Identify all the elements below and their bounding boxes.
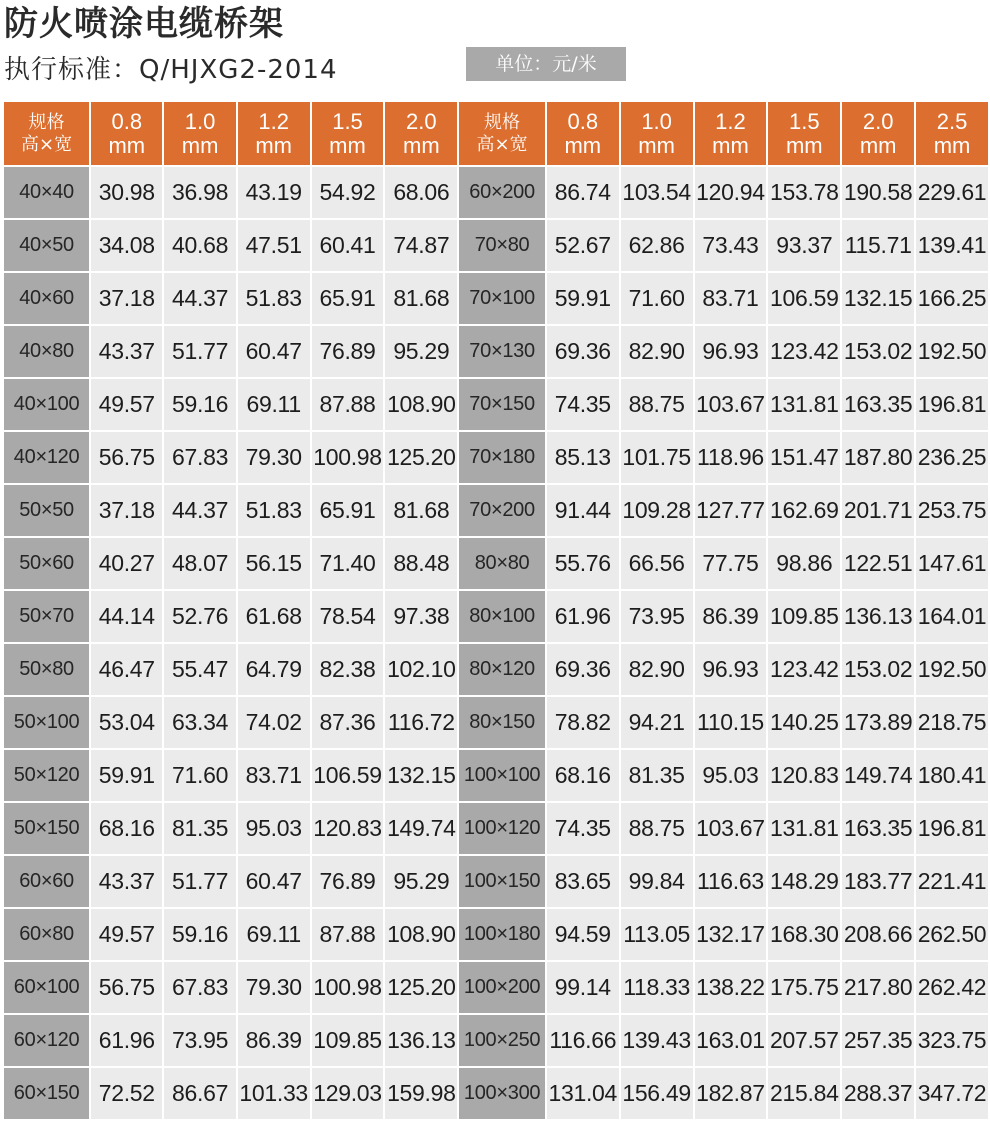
price-cell: 187.80 xyxy=(842,432,914,483)
table-row xyxy=(4,644,988,695)
price-cell: 236.25 xyxy=(916,432,988,483)
spec-header-line: 规格 xyxy=(28,111,65,133)
price-cell: 153.78 xyxy=(768,167,840,218)
price-cell: 173.89 xyxy=(842,697,914,748)
price-cell: 95.03 xyxy=(695,750,767,801)
price-cell: 71.40 xyxy=(312,538,384,589)
price-cell: 201.71 xyxy=(842,485,914,536)
header-row xyxy=(4,102,988,165)
price-cell: 91.44 xyxy=(547,485,619,536)
price-cell: 131.81 xyxy=(768,803,840,854)
price-cell: 347.72 xyxy=(916,1068,988,1119)
price-cell: 43.19 xyxy=(238,167,310,218)
price-cell: 69.11 xyxy=(238,379,310,430)
price-cell: 99.14 xyxy=(547,962,619,1013)
spec-cell: 60×100 xyxy=(4,962,89,1013)
spec-cell: 60×60 xyxy=(4,856,89,907)
thickness-unit: mm xyxy=(638,132,675,158)
spec-cell: 70×180 xyxy=(459,432,545,483)
spec-header-line: 高×宽 xyxy=(476,133,528,155)
thickness-value: 0.8 xyxy=(567,108,599,134)
price-cell: 94.59 xyxy=(547,909,619,960)
spec-header xyxy=(4,102,89,165)
price-cell: 122.51 xyxy=(842,538,914,589)
price-cell: 101.33 xyxy=(238,1068,310,1119)
price-cell: 69.11 xyxy=(238,909,310,960)
price-cell: 140.25 xyxy=(768,697,840,748)
spec-cell: 100×100 xyxy=(459,750,545,801)
thickness-value: 2.5 xyxy=(936,108,968,134)
thickness-header xyxy=(164,102,235,165)
price-cell: 151.47 xyxy=(768,432,840,483)
price-cell: 131.81 xyxy=(768,379,840,430)
price-cell: 131.04 xyxy=(547,1068,619,1119)
price-cell: 87.88 xyxy=(312,909,384,960)
spec-cell: 70×80 xyxy=(459,220,545,271)
price-cell: 100.98 xyxy=(312,432,384,483)
price-cell: 192.50 xyxy=(916,644,988,695)
table-row xyxy=(4,326,988,377)
price-cell: 196.81 xyxy=(916,803,988,854)
thickness-unit: mm xyxy=(403,132,440,158)
price-cell: 83.71 xyxy=(238,750,310,801)
thickness-header xyxy=(547,102,619,165)
price-cell: 61.96 xyxy=(91,1015,162,1066)
price-cell: 153.02 xyxy=(842,644,914,695)
price-cell: 59.16 xyxy=(164,909,235,960)
price-cell: 218.75 xyxy=(916,697,988,748)
price-cell: 83.71 xyxy=(695,273,767,324)
price-cell: 103.54 xyxy=(621,167,693,218)
price-cell: 118.96 xyxy=(695,432,767,483)
price-cell: 74.87 xyxy=(385,220,457,271)
price-cell: 99.84 xyxy=(621,856,693,907)
price-cell: 44.37 xyxy=(164,485,235,536)
price-cell: 47.51 xyxy=(238,220,310,271)
price-cell: 78.82 xyxy=(547,697,619,748)
thickness-header xyxy=(91,102,162,165)
spec-cell: 50×100 xyxy=(4,697,89,748)
price-cell: 77.75 xyxy=(695,538,767,589)
price-cell: 253.75 xyxy=(916,485,988,536)
thickness-value: 2.0 xyxy=(862,108,894,134)
price-cell: 49.57 xyxy=(91,379,162,430)
price-cell: 149.74 xyxy=(842,750,914,801)
unit-badge: 单位：元/米 xyxy=(466,47,626,81)
thickness-value: 0.8 xyxy=(111,108,143,134)
thickness-header xyxy=(695,102,767,165)
price-cell: 139.41 xyxy=(916,220,988,271)
price-cell: 60.47 xyxy=(238,326,310,377)
price-cell: 60.41 xyxy=(312,220,384,271)
price-cell: 62.86 xyxy=(621,220,693,271)
price-cell: 65.91 xyxy=(312,273,384,324)
price-cell: 148.29 xyxy=(768,856,840,907)
price-cell: 109.85 xyxy=(768,591,840,642)
price-cell: 215.84 xyxy=(768,1068,840,1119)
price-cell: 125.20 xyxy=(385,962,457,1013)
price-cell: 71.60 xyxy=(164,750,235,801)
spec-cell: 40×100 xyxy=(4,379,89,430)
price-cell: 229.61 xyxy=(916,167,988,218)
price-cell: 102.10 xyxy=(385,644,457,695)
price-cell: 60.47 xyxy=(238,856,310,907)
price-cell: 95.29 xyxy=(385,326,457,377)
price-cell: 257.35 xyxy=(842,1015,914,1066)
price-cell: 54.92 xyxy=(312,167,384,218)
price-cell: 147.61 xyxy=(916,538,988,589)
price-cell: 61.68 xyxy=(238,591,310,642)
table-row xyxy=(4,591,988,642)
price-cell: 43.37 xyxy=(91,326,162,377)
thickness-header xyxy=(916,102,988,165)
table-row xyxy=(4,909,988,960)
price-cell: 68.06 xyxy=(385,167,457,218)
price-cell: 86.39 xyxy=(238,1015,310,1066)
thickness-unit: mm xyxy=(181,132,219,158)
price-cell: 149.74 xyxy=(385,803,457,854)
thickness-header xyxy=(621,102,693,165)
price-cell: 51.83 xyxy=(238,485,310,536)
price-cell: 139.43 xyxy=(621,1015,693,1066)
price-cell: 175.75 xyxy=(768,962,840,1013)
thickness-header xyxy=(385,102,457,165)
price-cell: 36.98 xyxy=(164,167,235,218)
price-cell: 96.93 xyxy=(695,644,767,695)
price-cell: 116.63 xyxy=(695,856,767,907)
price-cell: 196.81 xyxy=(916,379,988,430)
price-body xyxy=(4,167,988,1119)
thickness-value: 1.0 xyxy=(184,108,216,134)
price-cell: 95.03 xyxy=(238,803,310,854)
spec-cell: 70×200 xyxy=(459,485,545,536)
price-cell: 163.35 xyxy=(842,379,914,430)
price-cell: 87.36 xyxy=(312,697,384,748)
price-cell: 73.95 xyxy=(164,1015,235,1066)
price-cell: 82.38 xyxy=(312,644,384,695)
spec-cell: 40×40 xyxy=(4,167,89,218)
table-row xyxy=(4,379,988,430)
price-cell: 56.75 xyxy=(91,962,162,1013)
price-cell: 207.57 xyxy=(768,1015,840,1066)
thickness-header xyxy=(842,102,914,165)
standard-label: 执行标准：Q/HJXG2-2014 xyxy=(4,55,338,85)
price-cell: 51.83 xyxy=(238,273,310,324)
thickness-unit: mm xyxy=(859,132,897,158)
price-cell: 46.47 xyxy=(91,644,162,695)
price-cell: 65.91 xyxy=(312,485,384,536)
price-cell: 116.72 xyxy=(385,697,457,748)
price-cell: 166.25 xyxy=(916,273,988,324)
price-cell: 34.08 xyxy=(91,220,162,271)
price-cell: 162.69 xyxy=(768,485,840,536)
price-cell: 153.02 xyxy=(842,326,914,377)
price-cell: 116.66 xyxy=(547,1015,619,1066)
price-cell: 136.13 xyxy=(842,591,914,642)
thickness-unit: mm xyxy=(108,132,146,158)
spec-cell: 100×200 xyxy=(459,962,545,1013)
price-cell: 127.77 xyxy=(695,485,767,536)
spec-cell: 50×70 xyxy=(4,591,89,642)
table-row xyxy=(4,538,988,589)
spec-cell: 50×120 xyxy=(4,750,89,801)
price-cell: 73.43 xyxy=(695,220,767,271)
spec-cell: 60×120 xyxy=(4,1015,89,1066)
thickness-value: 1.2 xyxy=(715,108,746,134)
spec-cell: 40×60 xyxy=(4,273,89,324)
price-cell: 67.83 xyxy=(164,962,235,1013)
price-cell: 132.15 xyxy=(842,273,914,324)
spec-cell: 60×80 xyxy=(4,909,89,960)
price-cell: 55.76 xyxy=(547,538,619,589)
price-cell: 123.42 xyxy=(768,644,840,695)
thickness-unit: mm xyxy=(564,132,602,158)
price-cell: 69.36 xyxy=(547,326,619,377)
price-cell: 110.15 xyxy=(695,697,767,748)
price-cell: 74.35 xyxy=(547,803,619,854)
spec-cell: 80×100 xyxy=(459,591,545,642)
price-cell: 93.37 xyxy=(768,220,840,271)
price-cell: 101.75 xyxy=(621,432,693,483)
price-cell: 56.75 xyxy=(91,432,162,483)
price-cell: 108.90 xyxy=(385,379,457,430)
price-cell: 81.35 xyxy=(621,750,693,801)
price-cell: 323.75 xyxy=(916,1015,988,1066)
price-cell: 95.29 xyxy=(385,856,457,907)
price-cell: 208.66 xyxy=(842,909,914,960)
price-cell: 109.28 xyxy=(621,485,693,536)
thickness-unit: mm xyxy=(785,132,823,158)
price-cell: 56.15 xyxy=(238,538,310,589)
price-cell: 69.36 xyxy=(547,644,619,695)
table-row xyxy=(4,485,988,536)
spec-cell: 70×130 xyxy=(459,326,545,377)
price-cell: 74.02 xyxy=(238,697,310,748)
price-cell: 96.93 xyxy=(695,326,767,377)
thickness-value: 1.5 xyxy=(789,108,820,134)
thickness-value: 1.0 xyxy=(641,108,672,134)
price-cell: 55.47 xyxy=(164,644,235,695)
table-row xyxy=(4,220,988,271)
price-cell: 94.21 xyxy=(621,697,693,748)
price-cell: 83.65 xyxy=(547,856,619,907)
price-cell: 73.95 xyxy=(621,591,693,642)
price-cell: 74.35 xyxy=(547,379,619,430)
spec-cell: 100×300 xyxy=(459,1068,545,1119)
spec-cell: 40×80 xyxy=(4,326,89,377)
price-cell: 118.33 xyxy=(621,962,693,1013)
price-cell: 120.94 xyxy=(695,167,767,218)
price-cell: 51.77 xyxy=(164,856,235,907)
thickness-header xyxy=(312,102,384,165)
price-cell: 37.18 xyxy=(91,273,162,324)
price-cell: 40.68 xyxy=(164,220,235,271)
table-row xyxy=(4,856,988,907)
table-row xyxy=(4,803,988,854)
spec-header xyxy=(459,102,545,165)
spec-cell: 60×150 xyxy=(4,1068,89,1119)
price-cell: 59.91 xyxy=(91,750,162,801)
spec-cell: 50×60 xyxy=(4,538,89,589)
spec-header-line: 高×宽 xyxy=(21,133,73,155)
price-cell: 86.39 xyxy=(695,591,767,642)
thickness-header xyxy=(238,102,310,165)
price-cell: 106.59 xyxy=(768,273,840,324)
price-cell: 88.75 xyxy=(621,379,693,430)
price-cell: 120.83 xyxy=(312,803,384,854)
price-cell: 37.18 xyxy=(91,485,162,536)
price-cell: 59.16 xyxy=(164,379,235,430)
price-cell: 82.90 xyxy=(621,644,693,695)
price-table xyxy=(2,100,990,1121)
price-cell: 64.79 xyxy=(238,644,310,695)
spec-cell: 50×80 xyxy=(4,644,89,695)
thickness-value: 2.0 xyxy=(406,108,437,134)
price-cell: 87.88 xyxy=(312,379,384,430)
price-cell: 163.35 xyxy=(842,803,914,854)
table-row xyxy=(4,750,988,801)
table-row xyxy=(4,1068,988,1119)
thickness-value: 1.2 xyxy=(258,108,289,134)
price-cell: 159.98 xyxy=(385,1068,457,1119)
price-cell: 180.41 xyxy=(916,750,988,801)
price-cell: 85.13 xyxy=(547,432,619,483)
price-cell: 76.89 xyxy=(312,856,384,907)
price-cell: 61.96 xyxy=(547,591,619,642)
table-row xyxy=(4,1015,988,1066)
price-cell: 82.90 xyxy=(621,326,693,377)
price-cell: 81.68 xyxy=(385,485,457,536)
thickness-header xyxy=(768,102,840,165)
spec-cell: 40×50 xyxy=(4,220,89,271)
spec-cell: 100×250 xyxy=(459,1015,545,1066)
price-cell: 168.30 xyxy=(768,909,840,960)
price-cell: 136.13 xyxy=(385,1015,457,1066)
price-cell: 262.42 xyxy=(916,962,988,1013)
price-cell: 88.75 xyxy=(621,803,693,854)
price-cell: 86.74 xyxy=(547,167,619,218)
spec-cell: 80×80 xyxy=(459,538,545,589)
price-cell: 81.68 xyxy=(385,273,457,324)
price-cell: 30.98 xyxy=(91,167,162,218)
price-cell: 53.04 xyxy=(91,697,162,748)
price-cell: 52.67 xyxy=(547,220,619,271)
price-cell: 163.01 xyxy=(695,1015,767,1066)
table-row xyxy=(4,273,988,324)
price-cell: 262.50 xyxy=(916,909,988,960)
table-row xyxy=(4,962,988,1013)
price-cell: 125.20 xyxy=(385,432,457,483)
price-cell: 48.07 xyxy=(164,538,235,589)
thickness-unit: mm xyxy=(329,132,366,158)
price-cell: 103.67 xyxy=(695,803,767,854)
price-cell: 78.54 xyxy=(312,591,384,642)
price-cell: 192.50 xyxy=(916,326,988,377)
spec-cell: 70×100 xyxy=(459,273,545,324)
spec-cell: 60×200 xyxy=(459,167,545,218)
page-title: 防火喷涂电缆桥架 xyxy=(4,4,284,44)
price-cell: 217.80 xyxy=(842,962,914,1013)
table-row xyxy=(4,697,988,748)
price-cell: 68.16 xyxy=(91,803,162,854)
price-cell: 221.41 xyxy=(916,856,988,907)
price-cell: 68.16 xyxy=(547,750,619,801)
spec-header-line: 规格 xyxy=(484,111,521,133)
price-cell: 182.87 xyxy=(695,1068,767,1119)
price-cell: 120.83 xyxy=(768,750,840,801)
thickness-unit: mm xyxy=(933,132,971,158)
price-cell: 81.35 xyxy=(164,803,235,854)
price-cell: 44.37 xyxy=(164,273,235,324)
price-cell: 288.37 xyxy=(842,1068,914,1119)
price-cell: 52.76 xyxy=(164,591,235,642)
price-cell: 156.49 xyxy=(621,1068,693,1119)
spec-cell: 50×150 xyxy=(4,803,89,854)
price-cell: 164.01 xyxy=(916,591,988,642)
price-cell: 76.89 xyxy=(312,326,384,377)
price-cell: 86.67 xyxy=(164,1068,235,1119)
price-cell: 72.52 xyxy=(91,1068,162,1119)
price-cell: 49.57 xyxy=(91,909,162,960)
price-cell: 66.56 xyxy=(621,538,693,589)
price-cell: 79.30 xyxy=(238,962,310,1013)
price-cell: 88.48 xyxy=(385,538,457,589)
price-cell: 40.27 xyxy=(91,538,162,589)
thickness-unit: mm xyxy=(255,132,292,158)
spec-cell: 100×180 xyxy=(459,909,545,960)
thickness-unit: mm xyxy=(712,132,749,158)
price-cell: 67.83 xyxy=(164,432,235,483)
price-cell: 123.42 xyxy=(768,326,840,377)
price-cell: 103.67 xyxy=(695,379,767,430)
price-cell: 59.91 xyxy=(547,273,619,324)
spec-cell: 80×120 xyxy=(459,644,545,695)
price-cell: 71.60 xyxy=(621,273,693,324)
price-cell: 190.58 xyxy=(842,167,914,218)
table-row xyxy=(4,167,988,218)
price-cell: 129.03 xyxy=(312,1068,384,1119)
price-cell: 113.05 xyxy=(621,909,693,960)
price-cell: 138.22 xyxy=(695,962,767,1013)
price-cell: 79.30 xyxy=(238,432,310,483)
price-cell: 132.17 xyxy=(695,909,767,960)
table-row xyxy=(4,432,988,483)
spec-cell: 100×150 xyxy=(459,856,545,907)
price-cell: 106.59 xyxy=(312,750,384,801)
spec-cell: 50×50 xyxy=(4,485,89,536)
spec-cell: 40×120 xyxy=(4,432,89,483)
price-cell: 63.34 xyxy=(164,697,235,748)
price-cell: 100.98 xyxy=(312,962,384,1013)
thickness-value: 1.5 xyxy=(332,108,363,134)
price-cell: 44.14 xyxy=(91,591,162,642)
spec-cell: 100×120 xyxy=(459,803,545,854)
price-cell: 51.77 xyxy=(164,326,235,377)
price-cell: 97.38 xyxy=(385,591,457,642)
price-cell: 115.71 xyxy=(842,220,914,271)
price-cell: 43.37 xyxy=(91,856,162,907)
spec-cell: 80×150 xyxy=(459,697,545,748)
price-cell: 132.15 xyxy=(385,750,457,801)
price-cell: 108.90 xyxy=(385,909,457,960)
price-cell: 109.85 xyxy=(312,1015,384,1066)
spec-cell: 70×150 xyxy=(459,379,545,430)
price-cell: 183.77 xyxy=(842,856,914,907)
price-cell: 98.86 xyxy=(768,538,840,589)
